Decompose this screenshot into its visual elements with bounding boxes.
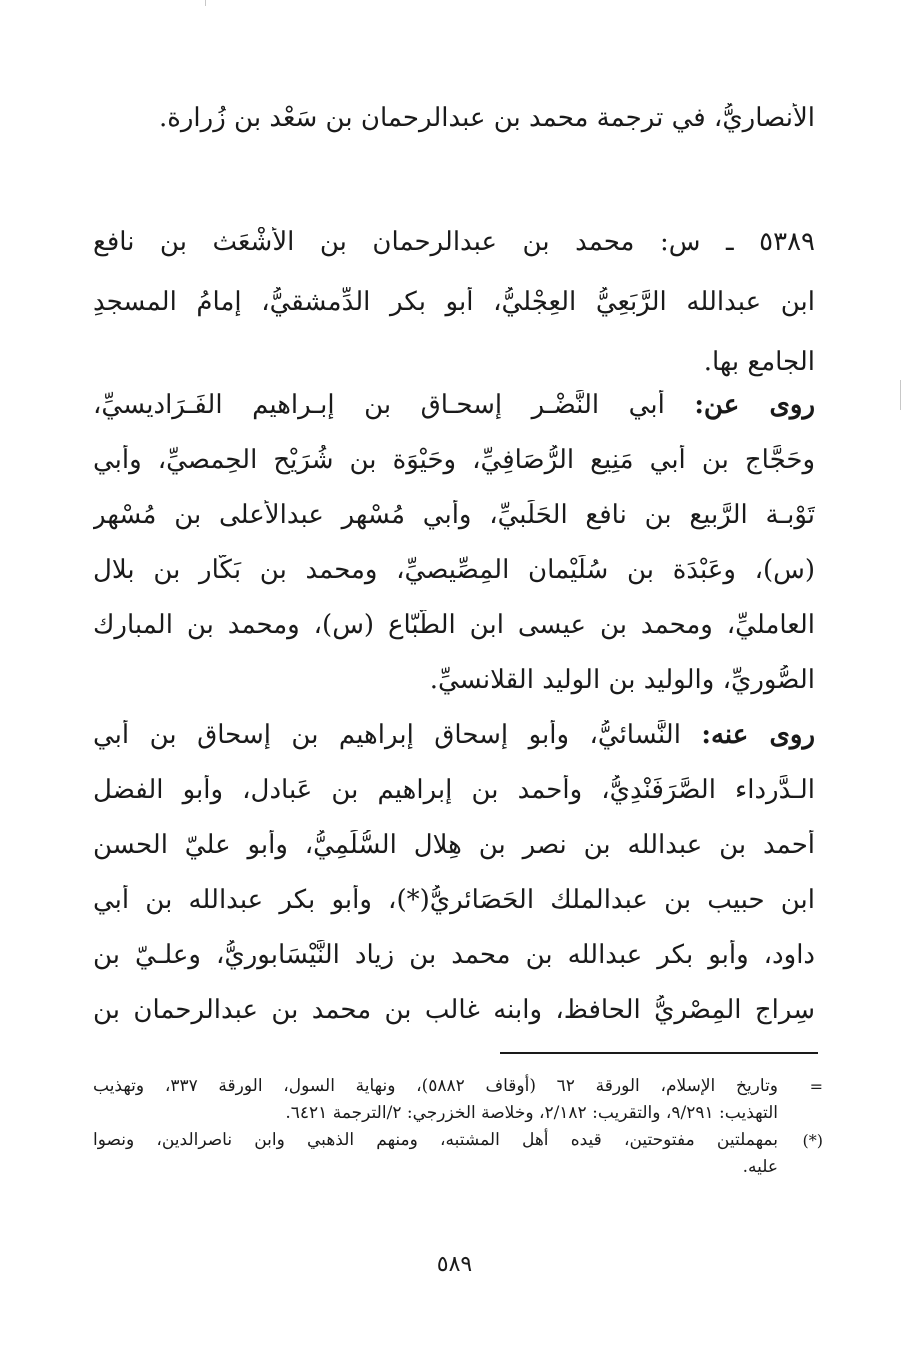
scan-edge-mark-right xyxy=(900,380,901,410)
narrated-by-line-4: ابن حبيب بن عبدالملك الحَصَائريُّ(*)، وأبو بكر عبدالله بن أبي xyxy=(93,885,815,915)
entry-line-1 xyxy=(93,227,815,257)
page-number: ٥٨٩ xyxy=(436,1252,473,1277)
narrated-from-line-4: (س)، وعَبْدَة بن سُلَيْمان المِصِّيصيِّ، ومحمد بن بَكّار بن بلال xyxy=(93,555,815,585)
footnotes xyxy=(93,1073,823,1181)
intro-line-1: الأَنصاريُّ، في ترجمة محمد بن عبدالرحمان بن سَعْد بن زُرارة. xyxy=(158,103,815,133)
narrated-by-line-1 xyxy=(93,720,815,750)
footnote-marker: = xyxy=(809,1077,823,1096)
footnote-divider xyxy=(500,1052,818,1054)
narrated-from-line-1 xyxy=(93,390,815,420)
narrated-by-paragraph xyxy=(93,720,815,1050)
entry-paragraph xyxy=(93,227,815,407)
narrated-by-label: روى عنه: xyxy=(701,720,815,750)
narrated-by-line-2: الـدَّرداء الصَّرَفَنْدِيُّ، وأحمد بن إبراهيم بن عَبادل، وأبو الفضل xyxy=(93,775,815,805)
footnote-body xyxy=(93,1127,778,1181)
narrated-by-line-6: سِراج المِصْريُّ الحافظ، وابنه غالب بن محمد بن عبدالرحمان بن xyxy=(93,995,815,1025)
narrated-from-line-3: تَوْبـة الرَّبيع بن نافع الحَلَبيِّ، وأبي مُسْهِر عبدالأَعلى بن مُسْهِر xyxy=(93,500,815,530)
narrated-from-line-6: الصُّوريِّ، والوليد بن الوليد القلانسيِّ. xyxy=(429,665,815,695)
footnote-marker: (*) xyxy=(802,1131,823,1150)
narrated-by-line-5: داود، وأبو بكر عبدالله بن محمد بن زياد النَّيْسَابوريُّ، وعلـيّ بن xyxy=(93,940,815,970)
entry-line-2: ابن عبدالله الرَّبَعِيُّ العِجْليُّ، أبو بكر الدِّمشقيُّ، إمامُ المسجدِ xyxy=(93,287,815,317)
narrated-from-line-2: وحَجَّاج بن أبي مَنِيع الرُّصَافِيِّ، وحَيْوَة بن شُرَيْح الحِمصيِّ، وأبي xyxy=(93,445,815,475)
footnote-line: التهذيب: ٩/٢٩١، والتقريب: ٢/١٨٢، وخلاصة الخزرجي: ٢/الترجمة ٦٤٢١. xyxy=(285,1103,778,1123)
entry-line-3: الجامع بها. xyxy=(703,347,815,377)
entry-number: ٥٣٨٩ xyxy=(759,227,815,257)
narrated-from-paragraph xyxy=(93,390,815,720)
narrated-by-line-3: أحمد بن عبدالله بن نصر بن هِلال السُّلَمِيُّ، وأبو عليّ الحسن xyxy=(93,830,815,860)
footnote-line: بمهملتين مفتوحتين، قيده أهل المشتبه، ومنهم الذهبي وابن ناصرالدين، ونصوا xyxy=(93,1130,778,1150)
narrated-from-label: روى عن: xyxy=(694,390,815,420)
narrated-from-line-1-text: أبي النَّضْـر إسحـاق بن إبـراهيم الفَـرَاديسيِّ، xyxy=(93,390,665,420)
scan-edge-mark-top xyxy=(205,0,206,6)
footnote-asterisk xyxy=(93,1127,823,1181)
narrated-by-line-1-text: النَّسائيُّ، وأبو إسحاق إبراهيم بن إسحاق بن أبي xyxy=(93,720,681,750)
intro-paragraph xyxy=(93,103,815,133)
entry-line-1-text: ـ س: محمد بن عبدالرحمان بن الأَشْعَث بن نافع xyxy=(93,227,734,257)
footnote-line: عليه. xyxy=(742,1157,778,1177)
narrated-from-line-5: العامليِّ، ومحمد بن عيسى ابن الطَّبّاع (س)، ومحمد بن المبارك xyxy=(93,610,815,640)
footnote-body xyxy=(93,1073,778,1127)
footnote-continued xyxy=(93,1073,823,1127)
footnote-line: وتاريخ الإسلام، الورقة ٦٢ (أوقاف ٥٨٨٢)، ونهاية السول، الورقة ٣٣٧، وتهذيب xyxy=(93,1076,778,1096)
